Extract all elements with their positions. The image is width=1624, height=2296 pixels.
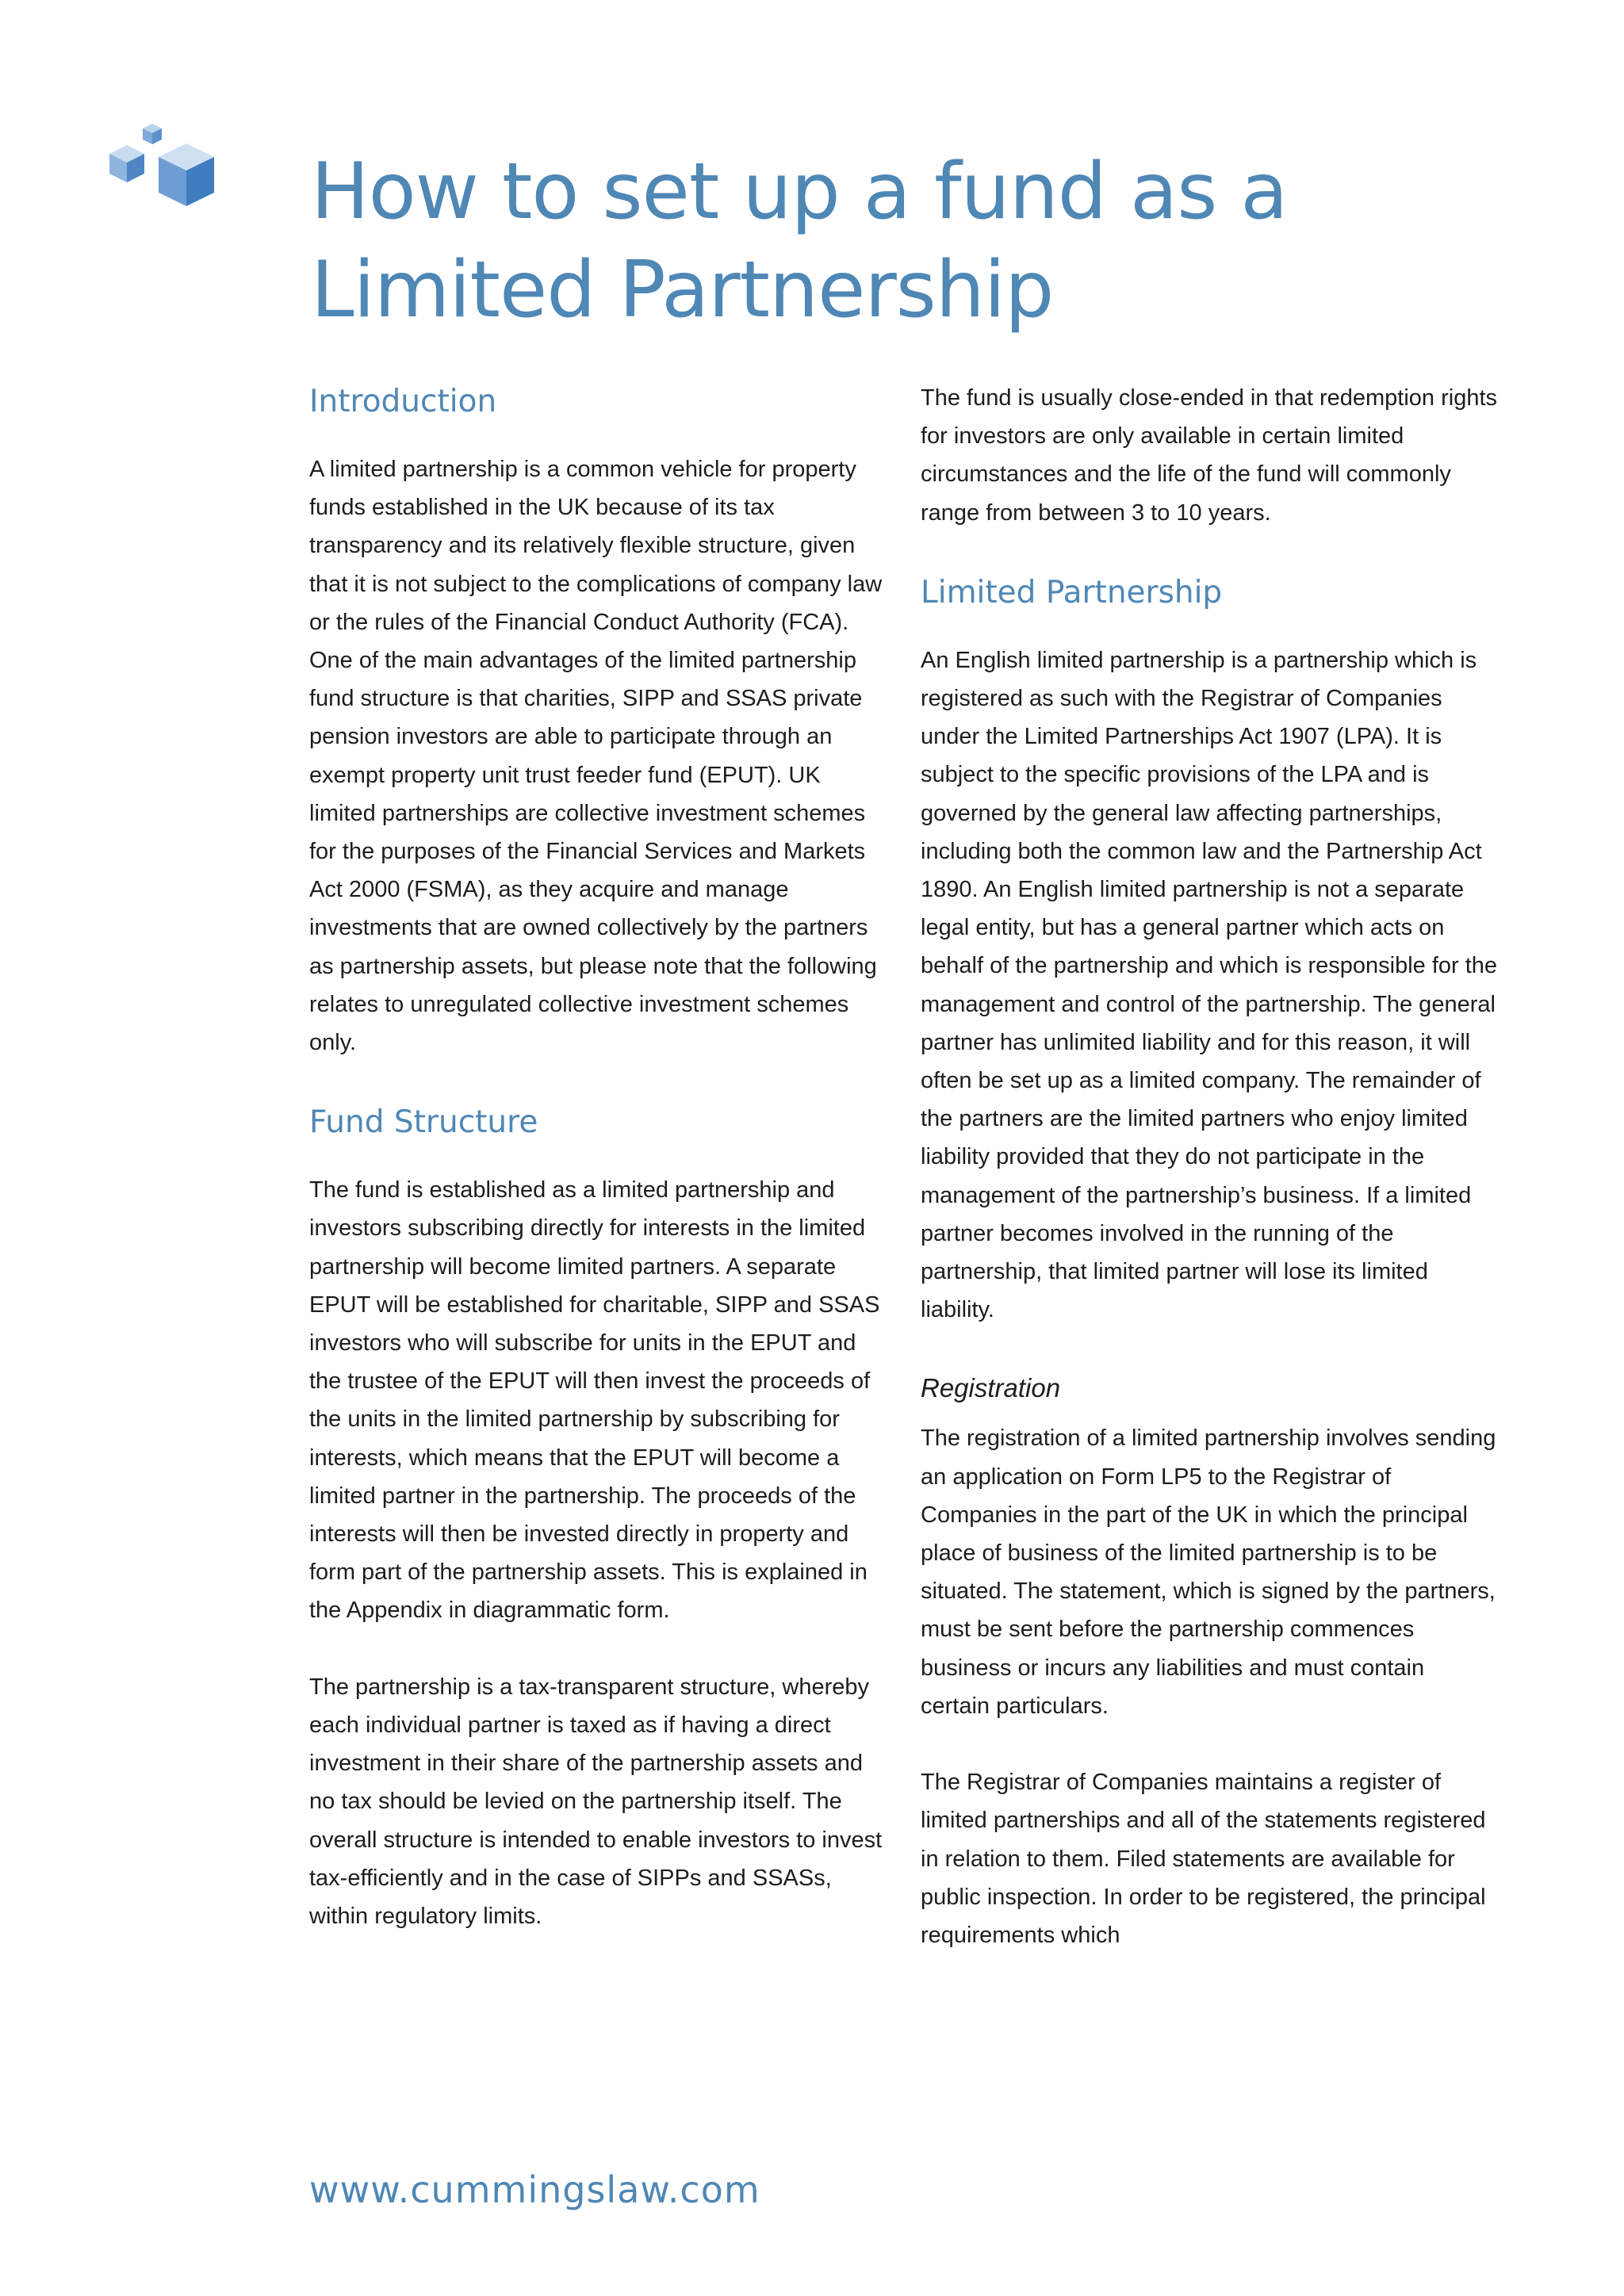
fund-structure-paragraph-1: The fund is established as a limited partnership and investors subscribing directly for interests in the limited partnership will become limited partners. A separate EPUT will be established for charitable, SIPP and SSAS investors who will subscribe for units in the EPUT and the trustee of the EPUT will then invest the proceeds of the units in the limited partnership by subscribing for interests, which means that the EPUT will become a limited partner in the partnership. The proceeds of the interests will then be invested directly in property and form part of the partnership assets. This is explained in the Appendix in diagrammatic form. [309,1177,880,1624]
introduction-heading: Introduction [309,384,497,419]
page-title: How to set up a fund as a Limited Partnership [311,147,1288,335]
left-column [309,379,888,1973]
registration-paragraph-2: The Registrar of Companies maintains a register of limited partnerships and all of the statements registered in relation to them. Filed statements are available for public inspection. In order to be registered, the principal requirements which [921,1770,1486,1948]
limited-partnership-heading: Limited Partnership [921,574,1223,610]
cubes-logo-icon [103,119,230,222]
fund-structure-heading: Fund Structure [309,1104,538,1141]
registration-paragraph-1: The registration of a limited partnership involves sending an application on Form LP5 to the Registrar of Companies in the part of the UK in which the principal place of business of the limited partnership is to be situated. The statement, which is signed by the partners, must be sent before the partnership commences business or incurs any liabilities and must contain certain particulars. [921,1425,1496,1719]
introduction-paragraph: A limited partnership is a common vehicle for property funds established in the UK because of its tax transparency and its relatively flexible structure, given that it is not subject to the complications of company law or the rules of the Financial Conduct Authority (FCA). One of the main advantages of the limited partnership fund structure is that charities, SIPP and SSAS private pension investors are able to participate through an exempt property unit trust feeder fund (EPUT). UK limited partnerships are collective investment schemes for the purposes of the Financial Services and Markets Act 2000 (FSMA), as they acquire and manage investments that are owned collectively by the partners as partnership assets, but please note that the following relates to unregulated collective investment schemes only. [309,457,883,1056]
footer-website-link[interactable]: www.cummingslaw.com [309,2168,760,2211]
right-column [921,379,1500,1992]
limited-partnership-paragraph: An English limited partnership is a partnership which is registered as such with the Registrar of Companies under the Limited Partnerships Act 1907 (LPA). It is subject to the specific provisions of the LPA and is governed by the general law affecting partnerships, including both the common law and the Partnership Act 1890. An English limited partnership is not a separate legal entity, but has a general partner which acts on behalf of the partnership and which is responsible for the management and control of the partnership. The general partner has unlimited liability and for this reason, it will often be set up as a limited company. The remainder of the partners are the limited partners who enjoy limited liability provided that they do not participate in the management of the partnership’s business. If a limited partner becomes involved in the running of the partnership, that limited partner will lose its limited liability. [921,647,1498,1323]
registration-heading: Registration [921,1373,1061,1403]
fund-structure-paragraph-2: The partnership is a tax-transparent structure, whereby each individual partner is taxed as if having a direct investment in their share of the partnership assets and no tax should be levied on the partnership itself. The overall structure is intended to enable investors to invest tax-efficiently and in the case of SIPPs and SSASs, within regulatory limits. [309,1674,883,1929]
fund-lifecycle-paragraph: The fund is usually close-ended in that redemption rights for investors are only available in certain limited circumstances and the life of the fund will commonly range from between 3 to 10 years. [921,385,1498,526]
